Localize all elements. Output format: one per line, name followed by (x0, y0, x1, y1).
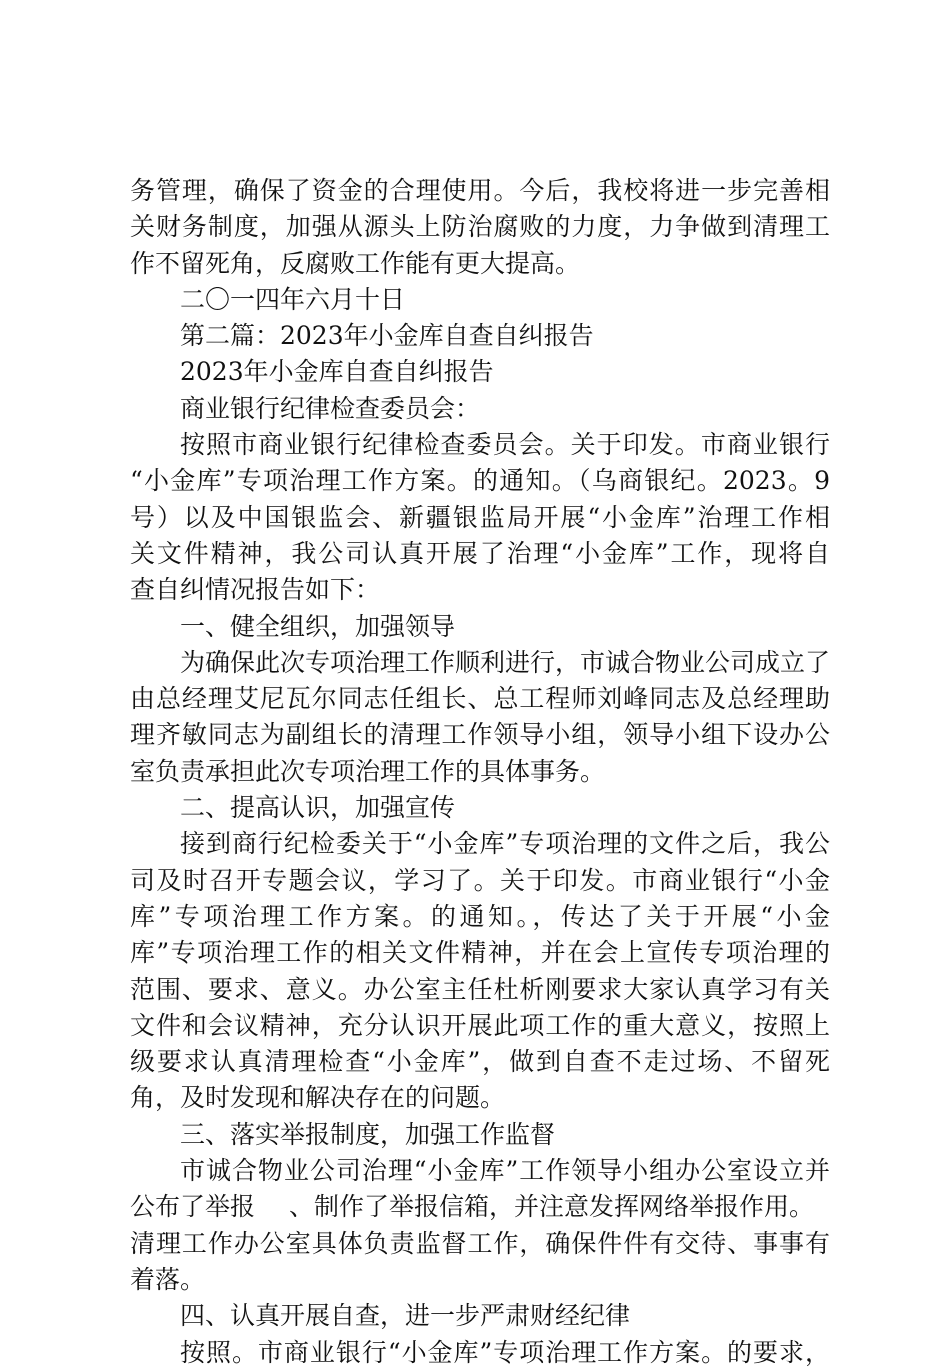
text-line: 作不留死角，反腐败工作能有更大提高。 (130, 248, 581, 278)
text-line: 司及时召开专题会议，学习了。关于印发。市商业银行“小金 (130, 865, 830, 895)
text-line: 按照。市商业银行“小金库”专项治理工作方案。的要求， (180, 1337, 830, 1367)
text-fragment: 、制作了举报信箱，并注意发挥网络举报作用。 (289, 1192, 815, 1222)
text-line: 市诚合物业公司治理“小金库”工作领导小组办公室设立并 (180, 1156, 830, 1186)
text-line: 为确保此次专项治理工作顺利进行，市诚合物业公司成立了 (180, 647, 830, 677)
text-line: 库”专项治理工作方案。的通知。，传达了关于开展“小金 (130, 901, 830, 931)
text-line: 按照市商业银行纪律检查委员会。关于印发。市商业银行 (180, 430, 830, 460)
section-heading: 二、提高认识，加强宣传 (180, 793, 456, 823)
section-heading: 一、健全组织，加强领导 (180, 611, 456, 641)
text-line: 角，及时发现和解决存在的问题。 (130, 1083, 506, 1113)
text-fragment: 公布了举报 (130, 1192, 256, 1222)
salutation: 商业银行纪律检查委员会： (180, 393, 481, 423)
text-line: 号）以及中国银监会、新疆银监局开展“小金库”治理工作相 (130, 502, 830, 532)
text-line: 文件和会议精神，充分认识开展此项工作的重大意义，按照上 (130, 1010, 830, 1040)
text-line: 务管理，确保了资金的合理使用。今后，我校将进一步完善相 (130, 176, 830, 205)
text-line: 查自纠情况报告如下： (130, 575, 381, 605)
text-line: 着落。 (130, 1264, 206, 1294)
section-heading: 第二篇：2023年小金库自查自纠报告 (180, 321, 594, 351)
text-line: 由总经理艾尼瓦尔同志任组长、总工程师刘峰同志及总经理助 (130, 684, 830, 714)
text-line: 理齐敏同志为副组长的清理工作领导小组，领导小组下设办公 (130, 720, 830, 750)
text-line (130, 1189, 830, 1225)
text-line: 级要求认真清理检查“小金库”，做到自查不走过场、不留死 (130, 1047, 830, 1077)
text-line: 关财务制度，加强从源头上防治腐败的力度，力争做到清理工 (130, 212, 830, 242)
text-line: 关文件精神，我公司认真开展了治理“小金库”工作，现将自 (130, 538, 830, 568)
section-heading: 三、落实举报制度，加强工作监督 (180, 1119, 556, 1149)
date-line: 二〇一四年六月十日 (180, 284, 406, 314)
text-line: 室负责承担此次专项治理工作的具体事务。 (130, 756, 606, 786)
report-title: 2023年小金库自查自纠报告 (180, 357, 494, 387)
text-line: “小金库”专项治理工作方案。的通知。（乌商银纪。2023。9 (130, 466, 830, 496)
text-line: 库”专项治理工作的相关文件精神，并在会上宣传专项治理的 (130, 938, 830, 968)
text-line: 清理工作办公室具体负责监督工作，确保件件有交待、事事有 (130, 1228, 830, 1258)
section-heading: 四、认真开展自查，进一步严肃财经纪律 (180, 1301, 631, 1331)
text-line: 范围、要求、意义。办公室主任杜析刚要求大家认真学习有关 (130, 974, 830, 1004)
document-page (130, 173, 830, 1371)
text-line: 接到商行纪检委关于“小金库”专项治理的文件之后，我公 (180, 829, 830, 859)
